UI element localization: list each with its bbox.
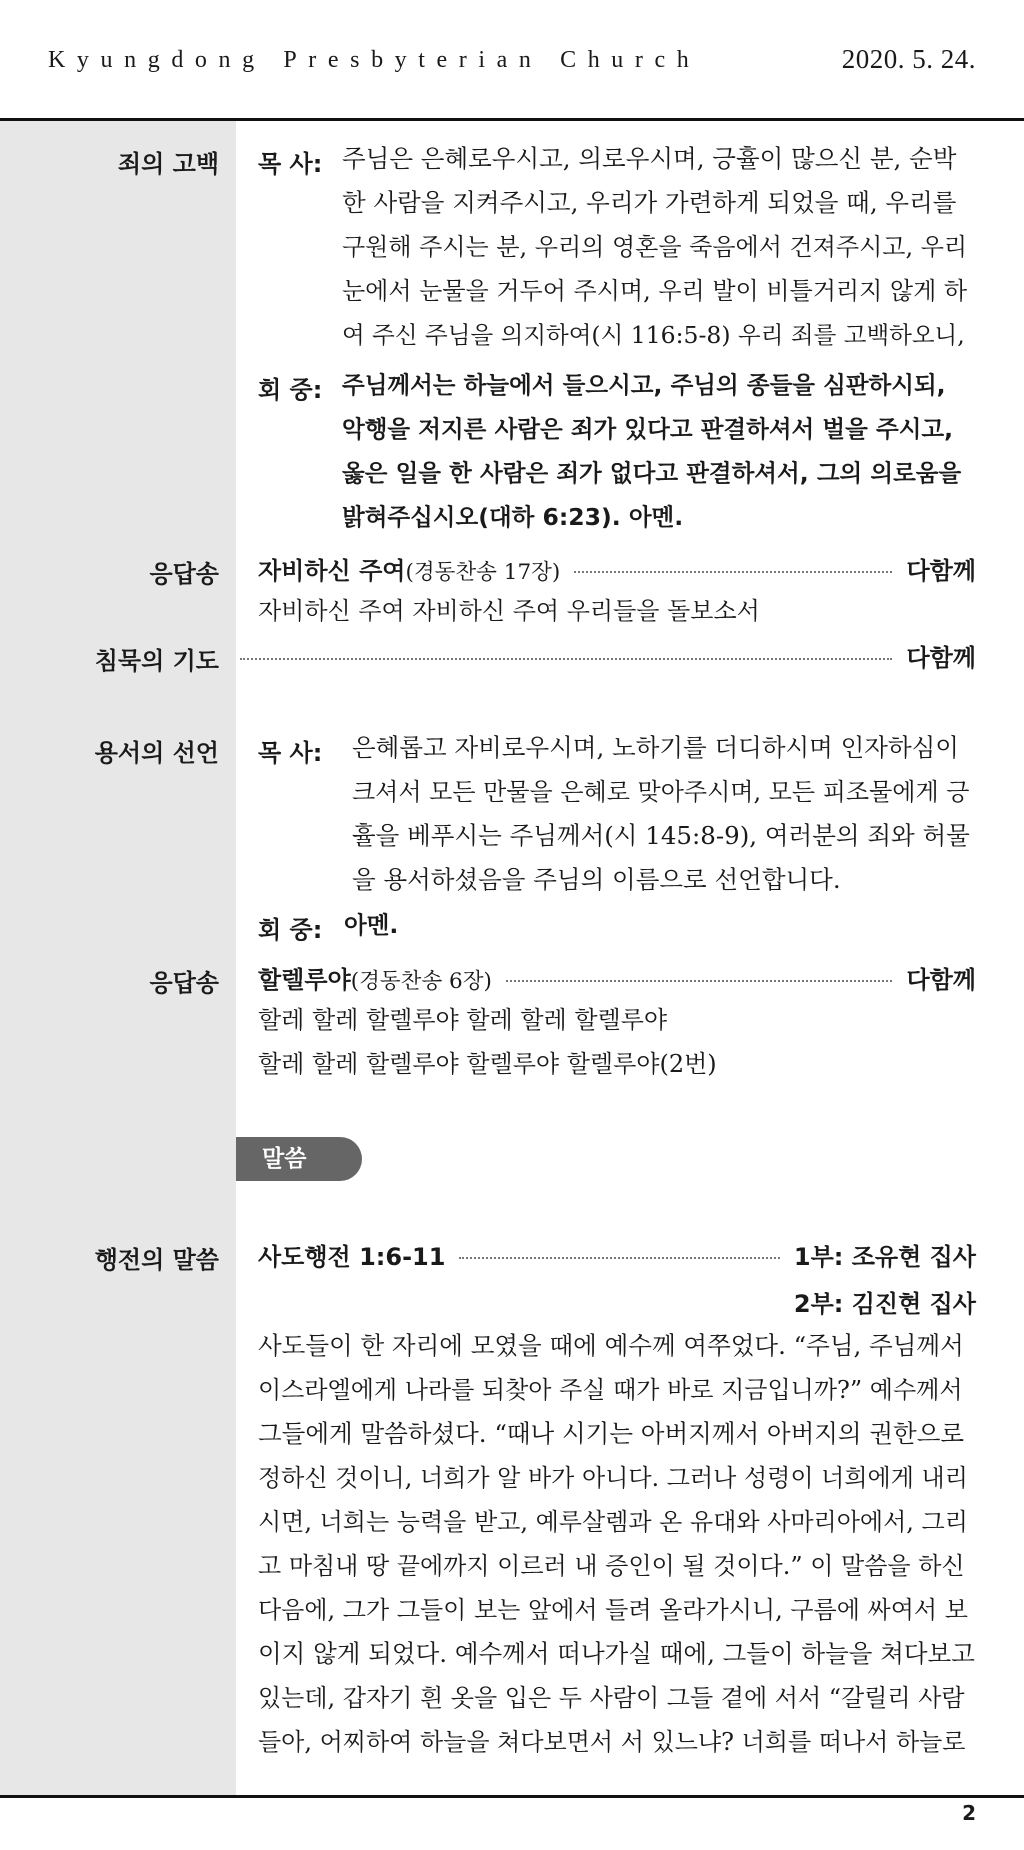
- confession-pastor-line: 여 주신 주님을 의지하여(시 116:5-8) 우리 죄를 고백하오니,: [342, 321, 965, 349]
- section-label-absolution: 용서의 선언: [94, 739, 219, 767]
- section-label-response-1: 응답송: [149, 560, 219, 588]
- confession-pastor-line: 주님은 은혜로우시고, 의로우시며, 긍휼이 많으신 분, 순박: [342, 144, 957, 173]
- confession-pastor-line: 눈에서 눈물을 거두어 주시며, 우리 발이 비틀거리지 않게 하: [342, 277, 968, 305]
- absolution-pastor-line: 휼을 베푸시는 주님께서(시 145:8-9), 여러분의 죄와 허물: [352, 821, 970, 850]
- scripture-line: 들아, 어찌하여 하늘을 쳐다보면서 서 있느냐? 너희를 떠나서 하늘로: [258, 1728, 966, 1756]
- section-label-reading: 행전의 말씀: [94, 1246, 219, 1274]
- participants: 다함께: [906, 644, 976, 672]
- scripture-line: 이스라엘에게 나라를 되찾아 주실 때가 바로 지금입니까?” 예수께서: [258, 1376, 963, 1404]
- participants: 다함께: [906, 557, 976, 585]
- confession-congregation-line: 악행을 저지른 사람은 죄가 있다고 판결하셔서 벌을 주시고,: [342, 415, 954, 443]
- confession-congregation-line: 주님께서는 하늘에서 들으시고, 주님의 종들을 심판하시되,: [342, 371, 946, 399]
- hymn-lyric: 자비하신 주여 자비하신 주여 우리들을 돌보소서: [258, 597, 760, 625]
- absolution-pastor-line: 을 용서하셨음을 주님의 이름으로 선언합니다.: [352, 865, 841, 894]
- hymn-lyric: 할레 할레 할렐루야 할레 할레 할렐루야: [258, 1006, 668, 1034]
- scripture-line: 다음에, 그가 그들이 보는 앞에서 들려 올라가시니, 구름에 싸여서 보: [258, 1596, 968, 1624]
- scripture-line: 이지 않게 되었다. 예수께서 떠나가실 때에, 그들이 하늘을 쳐다보고: [258, 1639, 975, 1668]
- congregation-speaker: 회 중:: [258, 376, 323, 404]
- section-label-response-2: 응답송: [149, 969, 219, 997]
- scripture-line: 정하신 것이니, 너희가 알 바가 아니다. 그러나 성령이 너희에게 내리: [258, 1464, 968, 1492]
- label-column-background: [0, 121, 236, 1795]
- hymn-title: 할렐루야: [258, 966, 351, 994]
- scripture-reference: 사도행전 1:6-11: [258, 1243, 446, 1271]
- dotted-leader: [459, 1257, 779, 1259]
- scripture-line: 있는데, 갑자기 흰 옷을 입은 두 사람이 그들 곁에 서서 “갈릴리 사람: [258, 1684, 965, 1712]
- scripture-line: 고 마침내 땅 끝에까지 이르러 내 증인이 될 것이다.” 이 말씀을 하신: [258, 1552, 965, 1580]
- dotted-leader: [506, 980, 893, 982]
- participants: 다함께: [906, 966, 976, 994]
- response-2-row: [258, 960, 976, 995]
- footer-divider: [0, 1795, 1024, 1798]
- page-header: [0, 0, 1024, 118]
- hymn-source: (경동찬송 6장): [350, 969, 492, 994]
- absolution-pastor-line: 크셔서 모든 만물을 은혜로 맞아주시며, 모든 피조물에게 긍: [352, 778, 970, 806]
- hymn-source: (경동찬송 17장): [405, 560, 561, 585]
- reader-service-1: 1부: 조유현 집사: [793, 1243, 976, 1271]
- confession-pastor-line: 한 사람을 지켜주시고, 우리가 가련하게 되었을 때, 우리를: [342, 188, 957, 217]
- hymn-title: 자비하신 주여: [258, 557, 406, 585]
- dotted-leader: [574, 571, 892, 573]
- scripture-line: 사도들이 한 자리에 모였을 때에 예수께 여쭈었다. “주님, 주님께서: [258, 1331, 964, 1360]
- section-label-confession: 죄의 고백: [117, 150, 219, 178]
- reading-row: [258, 1237, 976, 1272]
- reader-service-2: 2부: 김진현 집사: [793, 1290, 976, 1318]
- pastor-speaker: 목 사:: [258, 150, 323, 178]
- bulletin-date: 2020. 5. 24.: [841, 44, 976, 74]
- absolution-congregation-text: 아멘.: [344, 911, 399, 939]
- section-label-silent-prayer: 침묵의 기도: [94, 647, 219, 675]
- section-tab-word: 말씀: [236, 1137, 362, 1181]
- hymn-lyric: 할레 할레 할렐루야 할렐루야 할렐루야(2번): [258, 1050, 717, 1078]
- response-1-row: [258, 551, 976, 586]
- page-number: 2: [962, 1801, 976, 1825]
- confession-congregation-line: 밝혀주십시오(대하 6:23). 아멘.: [342, 503, 684, 531]
- scripture-line: 그들에게 말씀하셨다. “때나 시기는 아버지께서 아버지의 권한으로: [258, 1419, 965, 1448]
- confession-pastor-line: 구원해 주시는 분, 우리의 영혼을 죽음에서 건져주시고, 우리: [342, 233, 968, 261]
- confession-congregation-line: 옳은 일을 한 사람은 죄가 없다고 판결하셔서, 그의 의로움을: [342, 459, 962, 487]
- pastor-speaker: 목 사:: [258, 739, 323, 767]
- silent-prayer-row: [236, 638, 976, 673]
- absolution-pastor-line: 은혜롭고 자비로우시며, 노하기를 더디하시며 인자하심이: [352, 733, 959, 762]
- dotted-leader: [240, 658, 892, 660]
- church-name: Kyungdong Presbyterian Church: [48, 47, 701, 73]
- congregation-speaker: 회 중:: [258, 916, 323, 944]
- scripture-line: 시면, 너희는 능력을 받고, 예루살렘과 온 유대와 사마리아에서, 그리: [258, 1508, 968, 1536]
